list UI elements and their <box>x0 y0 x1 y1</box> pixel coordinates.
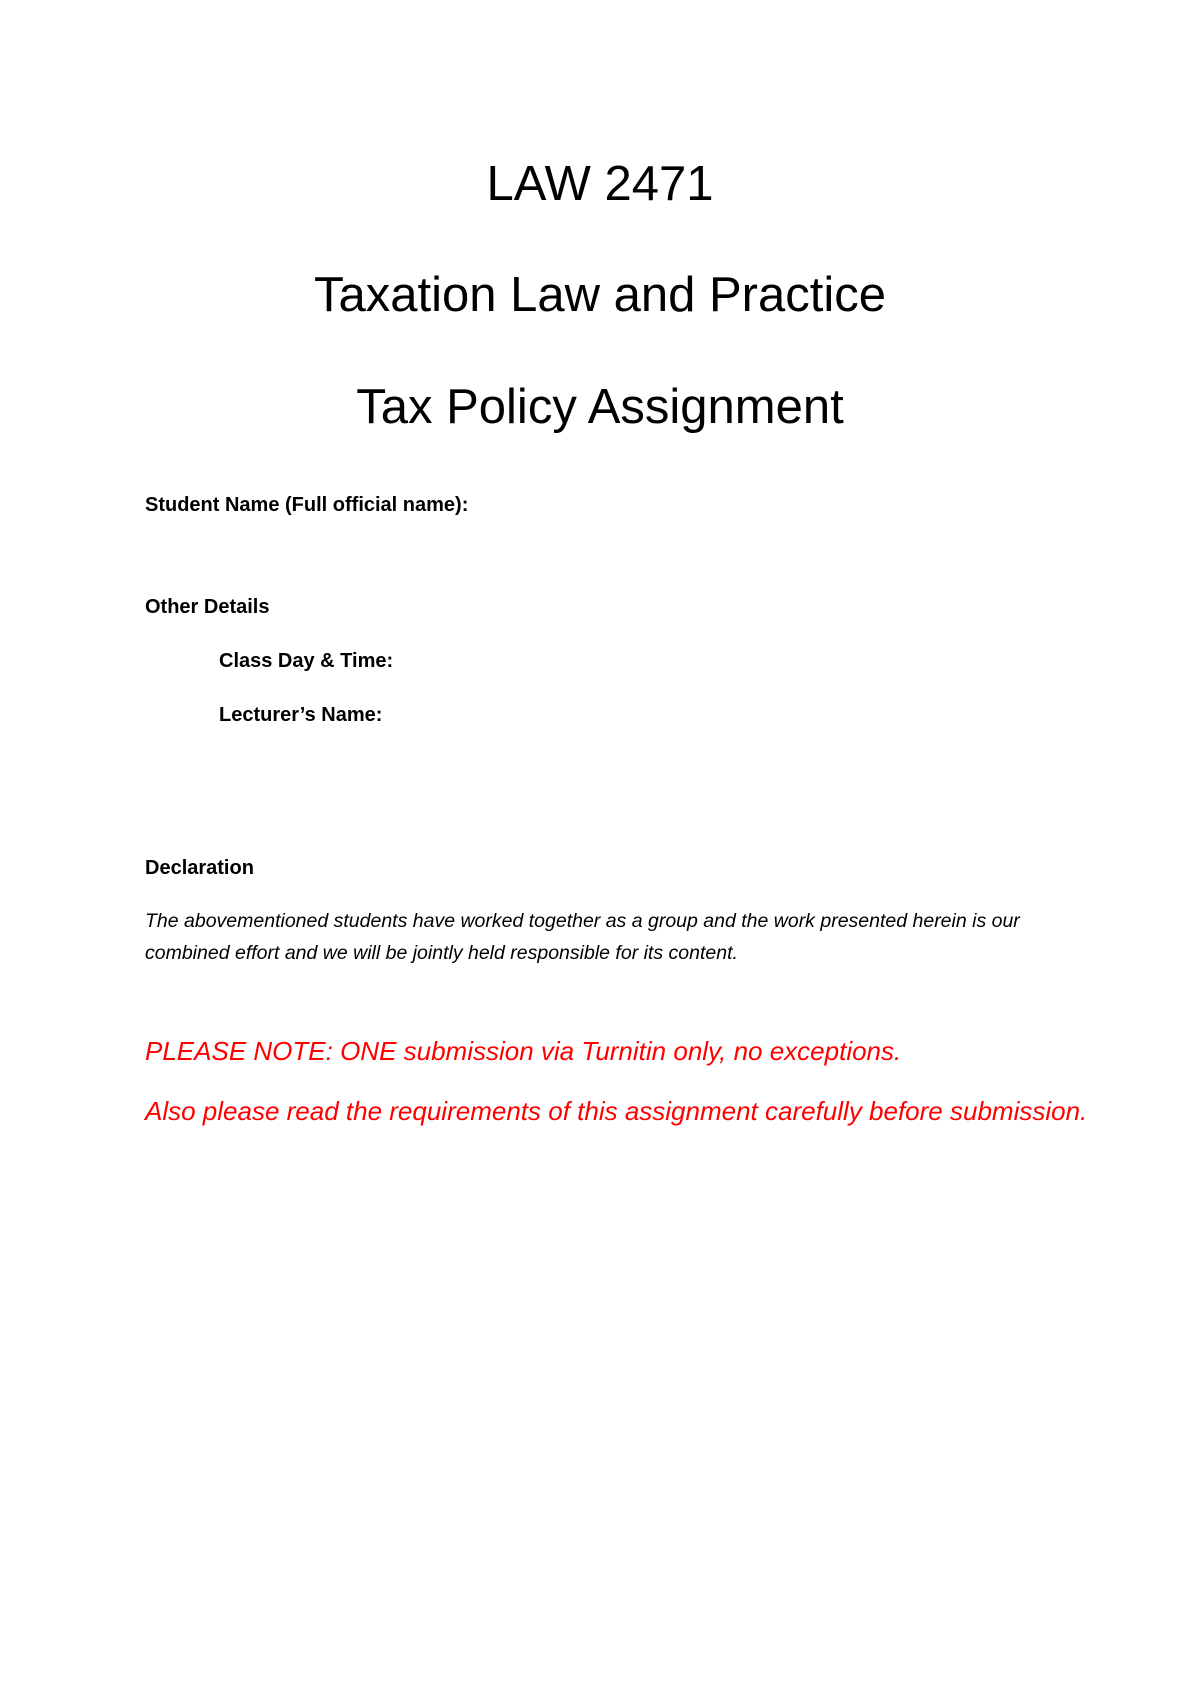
submission-note: PLEASE NOTE: ONE submission via Turnitin only, no exceptions. <box>145 1036 902 1066</box>
student-name-label: Student Name (Full official name): <box>145 494 469 516</box>
declaration-text: The abovementioned students have worked together as a group and the work presented herein is our combined effort and we will be jointly held responsible for its content. <box>145 910 1020 964</box>
lecturer-name-label: Lecturer’s Name: <box>219 704 383 726</box>
course-code: LAW 2471 <box>486 157 714 211</box>
other-details-label: Other Details <box>145 596 270 618</box>
requirements-note: Also please read the requirements of this assignment carefully before submission. <box>145 1096 1088 1126</box>
course-name: Taxation Law and Practice <box>314 268 886 322</box>
declaration-heading: Declaration <box>145 857 254 879</box>
class-day-time-label: Class Day & Time: <box>219 650 394 672</box>
assignment-title: Tax Policy Assignment <box>356 380 844 434</box>
